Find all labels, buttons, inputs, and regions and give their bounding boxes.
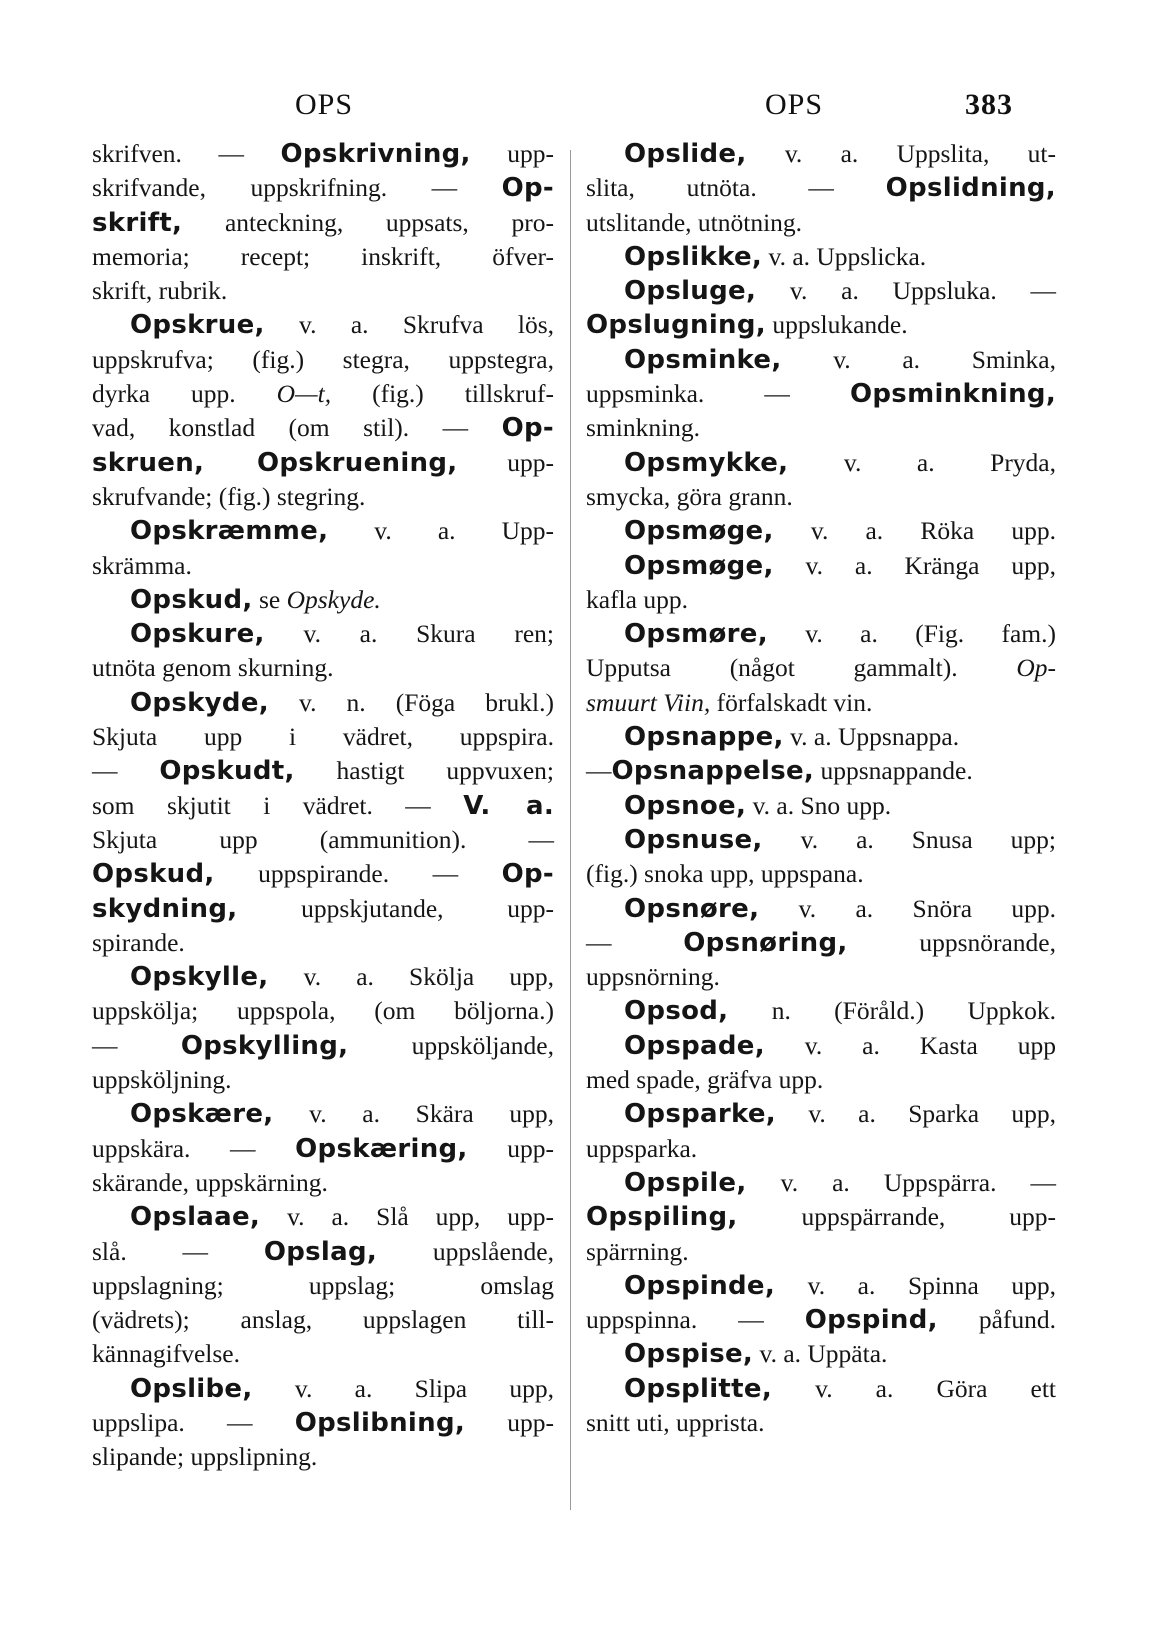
text-line [586,480,1056,514]
headword: Opskyde, [130,687,269,718]
definition-text: v. a. Upp- [328,516,554,546]
definition-text: v. a. Göra ett [772,1373,1056,1403]
text-line [92,789,554,823]
headword: Opslide, [624,139,747,169]
definition-text: uppskjutande, upp- [237,893,554,923]
definition-text: snitt uti, upprista. [586,1407,765,1437]
text-line [92,994,554,1028]
definition-text: spirande. [92,927,185,957]
headword: skrift, [92,207,183,238]
definition-text: skrämma. [92,550,192,580]
definition-text: uppsköljning. [92,1065,232,1095]
definition-text: v. a. Sno upp. [746,790,892,820]
headword: Op- [501,173,554,204]
definition-text: skrifvande, uppskrifning. — [92,173,502,203]
headword: Opsnoe, [624,790,747,821]
definition-text: upp- [467,1133,554,1163]
definition-text: v. a. Uppäta. [753,1339,888,1369]
definition-text: uppsnörande, [847,927,1056,957]
headword: V. a. [463,790,554,821]
headword: Opsplitte, [624,1373,772,1404]
definition-text: påfund. [937,1305,1057,1335]
definition-text: v. a. Snöra upp. [759,893,1056,923]
text-line [586,960,1056,994]
headword: Opsmøge, [624,516,774,547]
definition-text: v. n. (Föga brukl.) [268,687,554,717]
definition-text: Upputsa (något gammalt). [586,653,1017,683]
definition-text: (vädrets); anslag, uppslagen till- [92,1305,554,1335]
text-line [92,1235,554,1269]
definition-text: skrifven. — [92,139,281,168]
headword: Opspind, [804,1305,938,1336]
definition-text: uppskrufva; (fig.) stegra, uppstegra, [92,344,554,374]
text-line [92,617,554,651]
text-line [586,1303,1056,1337]
headword: Opspinde, [624,1270,776,1301]
definition-text: uppslagning; uppslag; omslag [92,1270,554,1300]
definition-text: förfalskadt vin. [710,687,873,717]
text-line [586,1269,1056,1303]
headword: Opslaae, [130,1202,261,1233]
definition-text: v. a. Uppsnappa. [783,722,960,752]
italic-text: Op- [1016,653,1056,683]
definition-text: slipande; uppslipning. [92,1442,318,1472]
definition-text: uppsparka. [586,1133,698,1163]
italic-text: smuurt Viin, [586,687,711,717]
text-line [586,583,1056,617]
text-line [92,206,554,240]
definition-text: spärrning. [586,1236,689,1266]
text-line [92,926,554,960]
headword: Opsminkning, [849,379,1056,410]
headword: skydning, [92,893,238,924]
definition-text: n. (Föråld.) Uppkok. [728,996,1056,1026]
text-line [92,1337,554,1371]
text-line [586,754,1056,788]
definition-text: uppsnappande. [814,756,973,786]
definition-text: Skjuta upp i vädret, uppspira. [92,722,554,752]
definition-text: v. a. Uppslita, ut- [746,139,1056,168]
text-line [92,1406,554,1440]
text-line [586,1372,1056,1406]
text-line [92,480,554,514]
text-line [586,343,1056,377]
text-line [92,686,554,720]
text-line [92,1440,554,1474]
text-line [92,857,554,891]
text-line [92,411,554,445]
text-line [92,171,554,205]
headword: Opskæring, [295,1133,468,1164]
definition-text: v. a. Kasta upp [764,1030,1056,1060]
definition-text: hastigt uppvuxen; [294,756,554,786]
definition-text: v. a. Sminka, [781,344,1056,374]
text-line [92,960,554,994]
left-column [92,137,554,1475]
headword: Opsmøge, [624,550,774,581]
text-line [586,411,1056,445]
headword: Opsmykke, [624,447,789,478]
headword: Opslag, [263,1236,378,1267]
definition-text: memoria; recept; inskrift, öfver- [92,241,554,271]
headword: Opsluge, [624,276,757,307]
headword: Opsnuse, [624,824,763,855]
headword: Opslidning, [885,173,1056,204]
column-divider [570,150,571,1510]
text-line [586,1029,1056,1063]
definition-text: kännagifvelse. [92,1339,240,1369]
definition-text: skrift, rubrik. [92,276,228,306]
text-line [92,1303,554,1337]
definition-text: smycka, göra grann. [586,481,793,511]
headword: Opspile, [624,1167,747,1198]
text-line [586,1406,1056,1440]
headword: Op- [501,413,554,444]
definition-text: som skjutit i vädret. — [92,790,464,820]
headword: skruen, Opskruening, [92,447,458,478]
definition-text: utnöta genom skurning. [92,653,334,683]
text-line [92,1132,554,1166]
text-line [586,308,1056,342]
headword: Opskrue, [130,310,265,341]
text-line [92,308,554,342]
definition-text: v. a. Uppsluka. — [756,276,1056,306]
definition-text: v. a. Spinna upp, [775,1270,1056,1300]
text-line [586,206,1056,240]
headword: Opskrivning, [280,139,471,169]
headword: Opslibning, [294,1407,466,1438]
definition-text: v. a. Skrufva lös, [264,310,554,340]
definition-text: uppslående, [377,1236,554,1266]
definition-text: — [586,756,612,786]
headword: Opsnøring, [683,927,848,958]
definition-text: dyrka upp. [92,379,277,409]
headword: Opskud, [92,859,215,890]
text-line [92,377,554,411]
definition-text: upp- [470,139,555,168]
text-line [586,274,1056,308]
text-line [586,651,1056,685]
definition-text: uppsköljande, [348,1030,555,1060]
headword: Opsnappe, [624,722,784,753]
text-line [92,240,554,274]
headword: Opskylling, [180,1030,349,1061]
text-line [92,1097,554,1131]
definition-text: uppspärrande, upp- [737,1202,1056,1232]
text-line [92,1269,554,1303]
definition-text: v. a. Uppslicka. [762,241,927,271]
headword: Opskudt, [159,756,295,787]
definition-text: — [92,756,160,786]
definition-text: skrufvande; (fig.) stegring. [92,481,366,511]
running-head-right: OPS [765,88,824,121]
definition-text: uppsnörning. [586,962,720,992]
headword: Opskræmme, [130,516,329,547]
definition-text: slå. — [92,1236,264,1266]
text-line [586,171,1056,205]
definition-text: upp- [465,1407,554,1437]
text-line [92,720,554,754]
definition-text: v. a. Kränga upp, [773,550,1056,580]
text-line [586,892,1056,926]
text-line [92,1372,554,1406]
definition-text: — [92,1030,181,1060]
definition-text: v. a. Röka upp. [773,516,1056,546]
text-line [92,1029,554,1063]
headword: Opsmøre, [624,619,768,650]
definition-text: v. a. Pryda, [788,447,1056,477]
italic-text: Opskyde. [286,584,381,614]
headword: Opslikke, [624,241,763,272]
text-line [92,1166,554,1200]
page-header [0,88,1152,128]
right-column [586,137,1056,1440]
headword: Opsod, [624,996,729,1027]
text-line [586,1166,1056,1200]
text-line [586,1337,1056,1371]
text-line [586,240,1056,274]
text-line [92,343,554,377]
definition-text: uppslipa. — [92,1407,295,1437]
definition-text: Skjuta upp (ammunition). — [92,824,554,854]
text-line [586,686,1056,720]
definition-text: anteckning, uppsats, pro- [182,207,554,237]
text-line [586,1200,1056,1234]
headword: Opskylle, [130,962,269,993]
definition-text: v. a. (Fig. fam.) [767,619,1056,649]
text-line [586,1097,1056,1131]
definition-text: kafla upp. [586,584,688,614]
headword: Opsparke, [624,1099,776,1130]
definition-text: v. a. Skära upp, [273,1099,554,1129]
text-line [92,892,554,926]
text-line [586,446,1056,480]
text-line [586,720,1056,754]
headword: Opskud, [130,584,253,615]
text-line [92,549,554,583]
text-line [92,1063,554,1097]
text-line [92,651,554,685]
italic-text: O—t, [276,379,332,409]
headword: Opspiling, [586,1202,738,1233]
running-head-left: OPS [295,88,354,121]
headword: Opslibe, [130,1373,253,1404]
definition-text: v. a. Slipa upp, [252,1373,554,1403]
text-line [92,446,554,480]
text-line [586,857,1056,891]
text-line [92,514,554,548]
text-line [586,617,1056,651]
headword: Opsnappelse, [611,756,815,787]
definition-text: upp- [457,447,554,477]
text-line [92,583,554,617]
headword: Op- [501,859,554,890]
definition-text: se [252,584,287,614]
text-line [586,994,1056,1028]
text-line [586,549,1056,583]
text-line [92,1200,554,1234]
definition-text: uppslukande. [765,310,908,340]
text-line [586,1063,1056,1097]
text-line [92,274,554,308]
headword: Opspade, [624,1030,765,1061]
text-line [92,137,554,171]
definition-text: utslitande, utnötning. [586,207,803,237]
headword: Opskære, [130,1099,274,1130]
text-line [586,137,1056,171]
text-line [92,823,554,857]
text-line [586,1235,1056,1269]
definition-text: uppspinna. — [586,1305,805,1335]
definition-text: (fig.) tillskruf- [331,379,554,409]
definition-text: v. a. Sparka upp, [775,1099,1056,1129]
headword: Opsnøre, [624,893,760,924]
definition-text: v. a. Slå upp, upp- [260,1202,554,1232]
definition-text: uppspirande. — [214,859,502,889]
text-line [92,754,554,788]
definition-text: slita, utnöta. — [586,173,886,203]
definition-text: uppskära. — [92,1133,296,1163]
definition-text: v. a. Skura ren; [264,619,554,649]
text-line [586,823,1056,857]
text-line [586,789,1056,823]
headword: Opsminke, [624,344,782,375]
definition-text: skärande, uppskärning. [92,1167,328,1197]
page-number: 383 [965,88,1013,121]
definition-text: v. a. Uppspärra. — [746,1167,1056,1197]
definition-text: (fig.) snoka upp, uppspana. [586,859,864,889]
definition-text: med spade, gräfva upp. [586,1065,824,1095]
text-line [586,377,1056,411]
definition-text: vad, konstlad (om stil). — [92,413,502,443]
headword: Opskure, [130,619,265,650]
definition-text: uppskölja; uppspola, (om böljorna.) [92,996,554,1026]
text-line [586,926,1056,960]
definition-text: v. a. Skölja upp, [268,962,554,992]
text-line [586,514,1056,548]
definition-text: uppsminka. — [586,379,850,409]
definition-text: v. a. Snusa upp; [762,824,1056,854]
headword: Opslugning, [586,310,766,341]
headword: Opspise, [624,1339,754,1370]
text-line [586,1132,1056,1166]
definition-text: sminkning. [586,413,701,443]
definition-text: — [586,927,684,957]
